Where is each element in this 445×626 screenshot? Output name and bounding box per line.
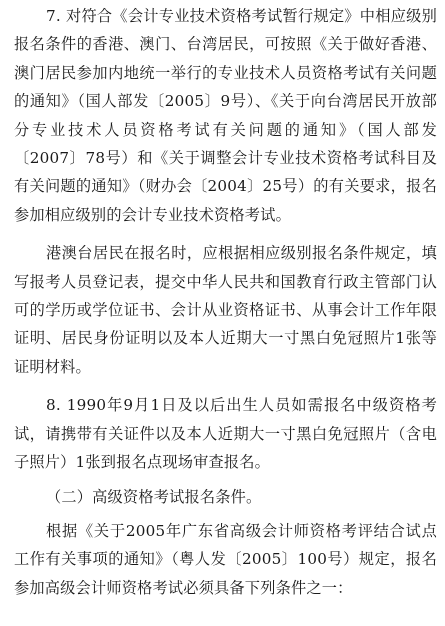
paragraph-senior-conditions: 根据《关于2005年广东省高级会计师资格考评结合试点工作有关事项的通知》（粤人发〔2005〕100号）规定，报名参加高级会计师资格考试必须具备下列条件之一： [14,521,437,597]
paragraph-item-7: 7. 对符合《会计专业技术资格考试暂行规定》中相应级别报名条件的香港、澳门、台湾居民，可按照《关于做好香港、澳门居民参加内地统一举行的专业技术人员资格考试有关问题的通知》（国人部发〔2005〕9号）、《关于向台湾居民开放部分专业技术人员资格考试有关问题的通知》（国人部发〔2007〕78号）和《关于调整会计专业技术资格考试科目及有关问题的通知》（财办会〔2004〕25号）的有关要求，报名参加相应级别的会计专业技术资格考试。 [14,7,437,224]
paragraph-hk-macao-taiwan-materials: 港澳台居民在报名时，应根据相应级别报名条件规定，填写报考人员登记表，提交中华人民共和国教育行政主管部门认可的学历或学位证书、会计从业资格证书、从事会计工作年限证明、居民身份证明以及本人近期大一寸黑白免冠照片1张等证明材料。 [14,244,437,376]
paragraph-item-8: 8. 1990年9月1日及以后出生人员如需报名中级资格考试，请携带有关证件以及本人近期大一寸黑白免冠照片（含电子照片）1张到报名点现场审查报名。 [14,396,437,472]
section-heading-senior-exam: （二）高级资格考试报名条件。 [46,487,262,506]
